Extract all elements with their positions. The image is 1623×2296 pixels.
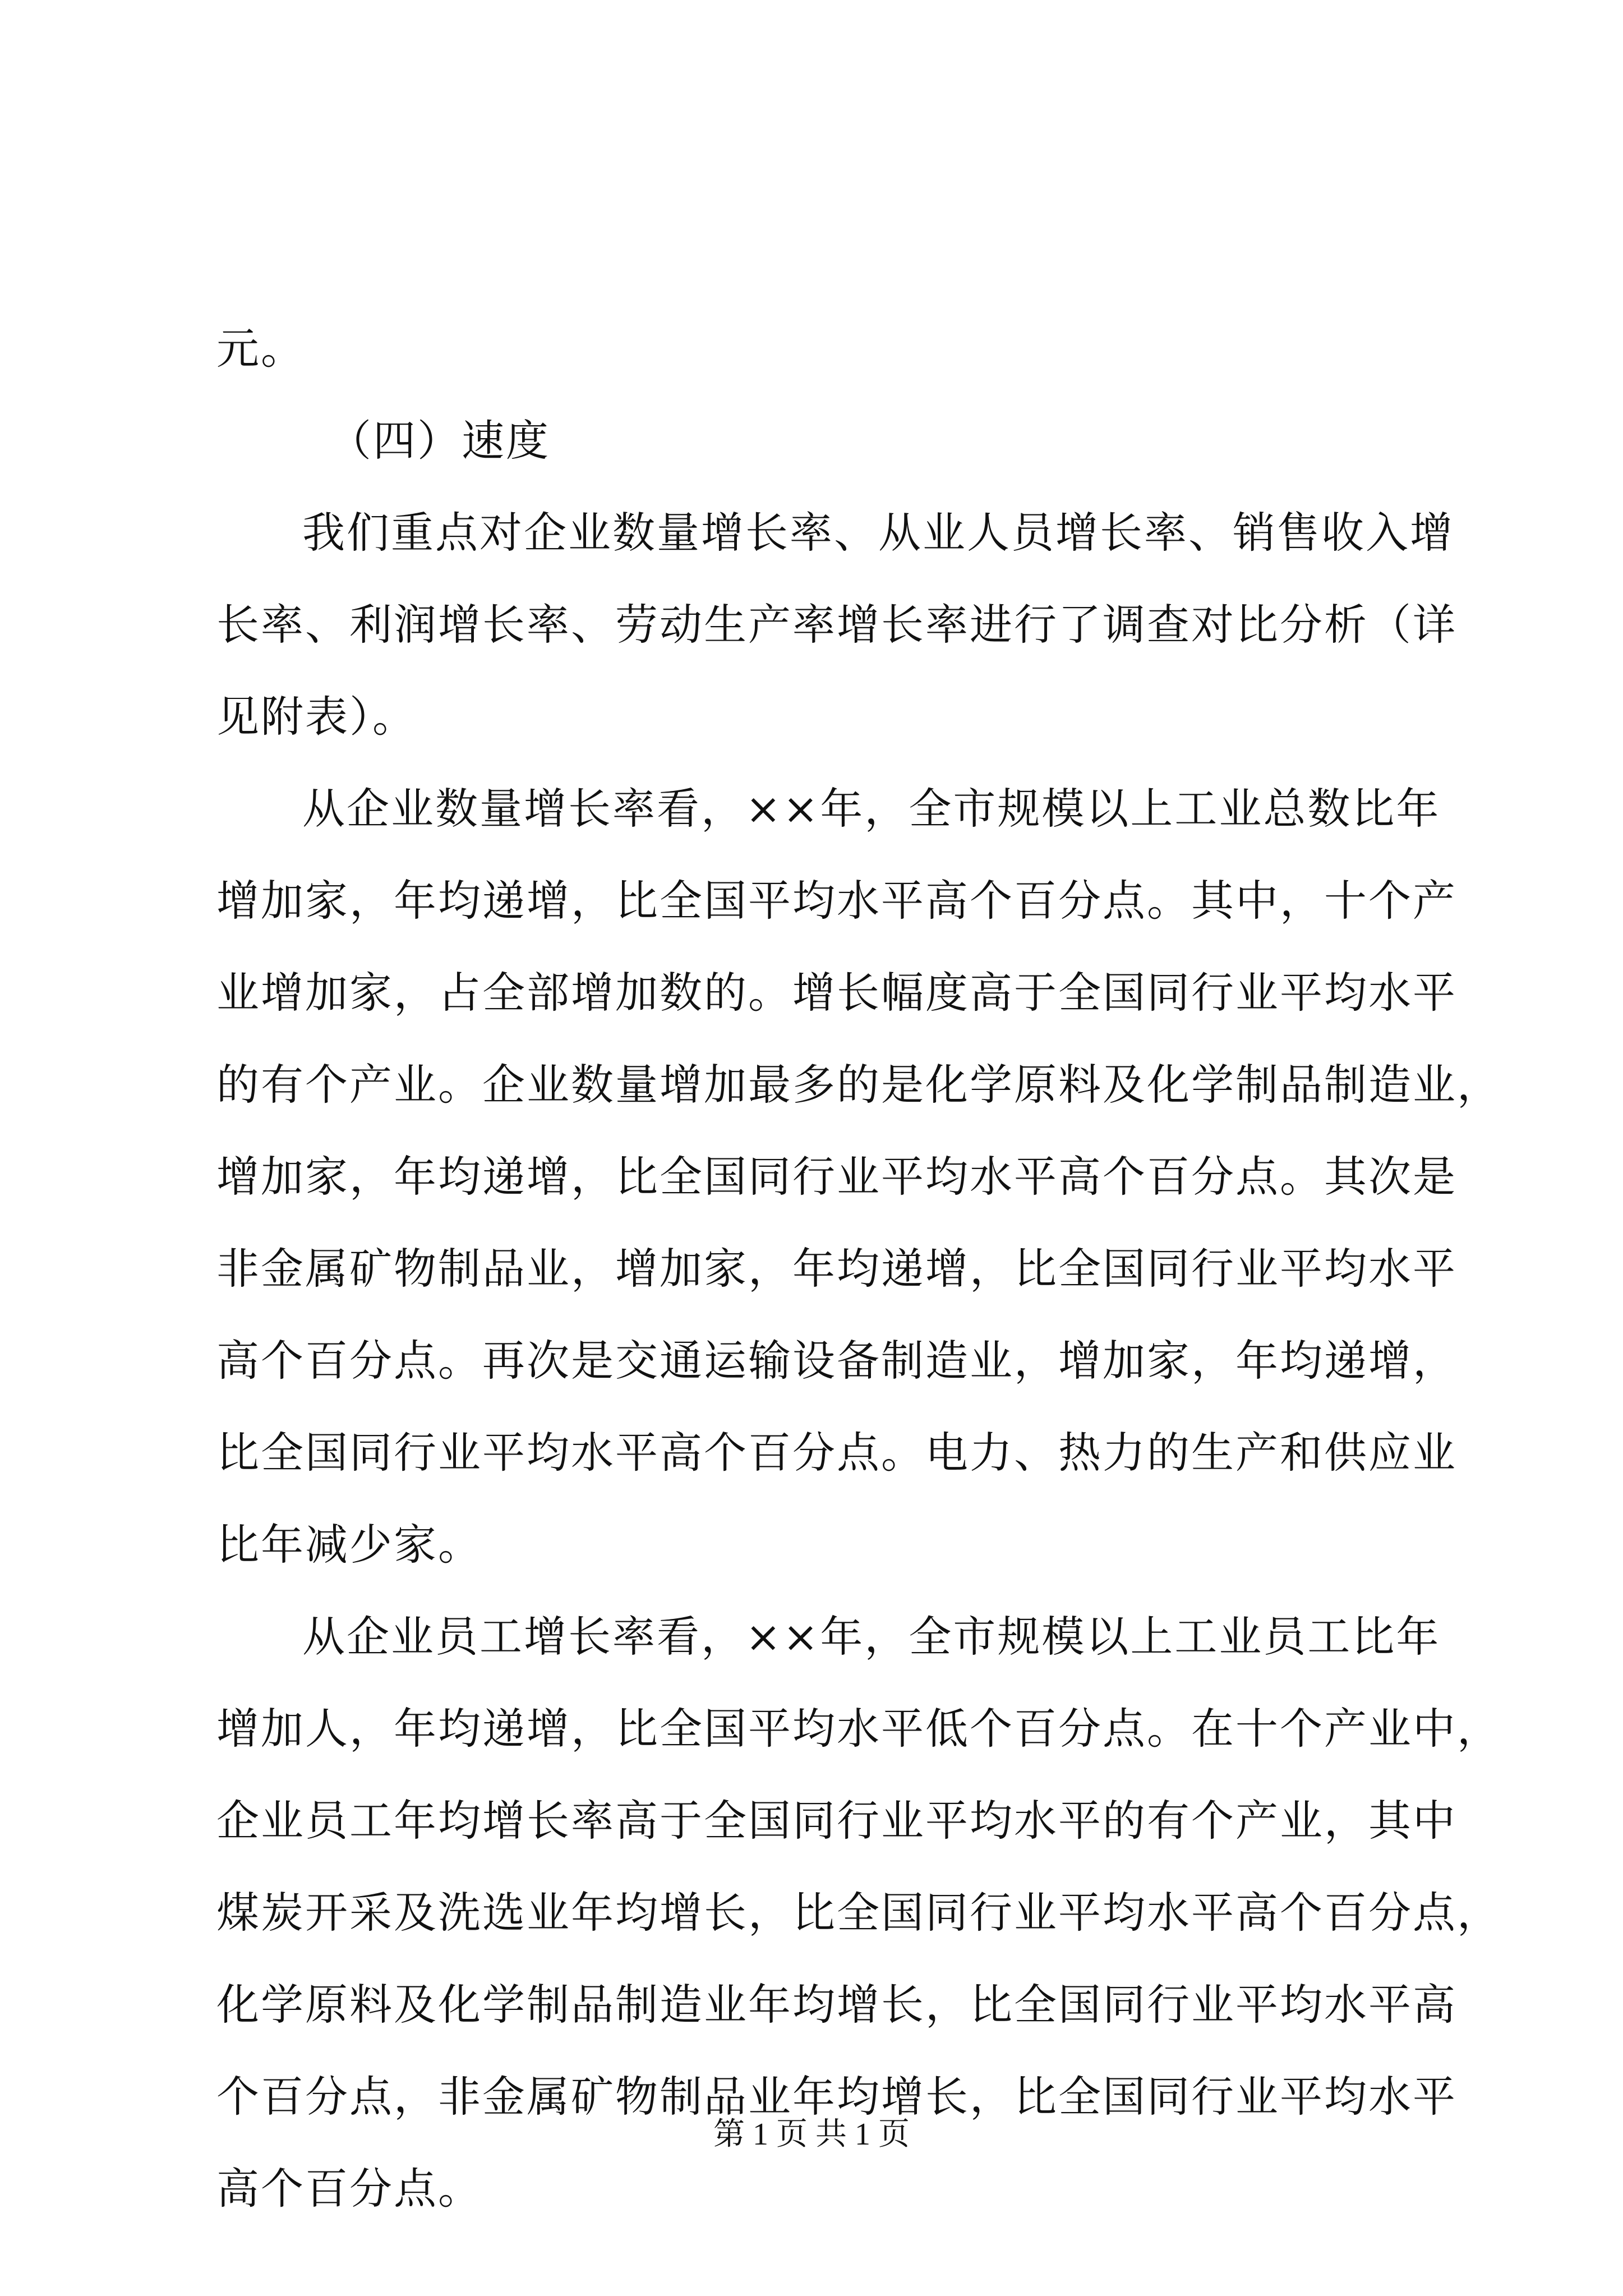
body-text [216, 303, 1501, 2235]
paragraph-line: 企业员工年均增长率高于全国同行业平均水平的有个产业，其中 [216, 1796, 1457, 1846]
paragraph-line: 的有个产业。企业数量增加最多的是化学原料及化学制品制造业， [216, 1060, 1501, 1110]
paragraph-line: 比年减少家。 [216, 1520, 482, 1570]
paragraph-line: 非金属矿物制品业，增加家，年均递增，比全国同行业平均水平 [216, 1244, 1457, 1294]
paragraph-line: 高个百分点。 [216, 2164, 482, 2214]
paragraph-line: 增加家，年均递增，比全国同行业平均水平高个百分点。其次是 [216, 1152, 1457, 1202]
paragraph-line: 从企业数量增长率看，××年，全市规模以上工业总数比年 [302, 784, 1441, 834]
paragraph-line: 见附表）。 [216, 692, 417, 742]
section-heading: （四）速度 [329, 416, 550, 466]
paragraph-line: 比全国同行业平均水平高个百分点。电力、热力的生产和供应业 [216, 1428, 1457, 1478]
paragraph-line: 煤炭开采及洗选业年均增长，比全国同行业平均水平高个百分点， [216, 1888, 1501, 1938]
paragraph-line: 化学原料及化学制品制造业年均增长，比全国同行业平均水平高 [216, 1980, 1457, 2030]
page-footer: 第 1 页 共 1 页 [713, 2117, 910, 2152]
paragraph-line: 增加家，年均递增，比全国平均水平高个百分点。其中，十个产 [216, 876, 1457, 926]
paragraph-line: 业增加家，占全部增加数的。增长幅度高于全国同行业平均水平 [216, 968, 1457, 1018]
paragraph-line: 我们重点对企业数量增长率、从业人员增长率、销售收入增 [302, 508, 1454, 558]
paragraph-line: 增加人，年均递增，比全国平均水平低个百分点。在十个产业中， [216, 1704, 1501, 1754]
text-line: 元。 [216, 324, 305, 374]
paragraph-line: 高个百分点。再次是交通运输设备制造业，增加家，年均递增， [216, 1336, 1457, 1386]
paragraph-line: 个百分点，非金属矿物制品业年均增长，比全国同行业平均水平 [216, 2072, 1457, 2122]
paragraph-line: 从企业员工增长率看，××年，全市规模以上工业员工比年 [302, 1612, 1441, 1662]
paragraph-line: 长率、利润增长率、劳动生产率增长率进行了调查对比分析（详 [216, 600, 1457, 650]
